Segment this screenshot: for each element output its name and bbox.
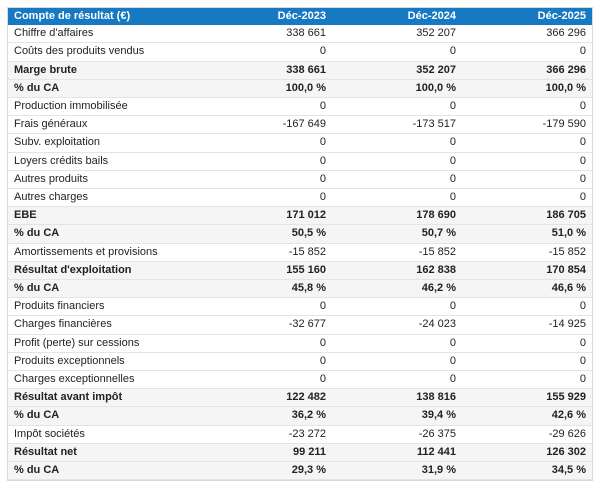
table-row: [8, 79, 592, 97]
cell-value: -173 517: [332, 116, 462, 134]
cell-value: 0: [202, 352, 332, 370]
cell-value: 0: [202, 43, 332, 61]
table-row: [8, 407, 592, 425]
table-row: [8, 61, 592, 79]
row-label: Résultat d'exploitation: [8, 261, 202, 279]
row-label: Marge brute: [8, 61, 202, 79]
table-row: [8, 116, 592, 134]
cell-value: 0: [202, 152, 332, 170]
cell-value: 0: [462, 371, 592, 389]
cell-value: 0: [202, 189, 332, 207]
row-label: % du CA: [8, 225, 202, 243]
income-statement-table: [7, 7, 593, 481]
table-row: [8, 189, 592, 207]
row-label: % du CA: [8, 407, 202, 425]
column-header-dec-2023: Déc-2023: [202, 8, 332, 25]
cell-value: 352 207: [332, 25, 462, 43]
cell-value: 126 302: [462, 443, 592, 461]
cell-value: 34,5 %: [462, 462, 592, 480]
cell-value: 0: [332, 371, 462, 389]
cell-value: 0: [462, 98, 592, 116]
cell-value: -15 852: [202, 243, 332, 261]
cell-value: 186 705: [462, 207, 592, 225]
cell-value: -15 852: [332, 243, 462, 261]
cell-value: 0: [332, 152, 462, 170]
table-row: [8, 316, 592, 334]
row-label: Frais généraux: [8, 116, 202, 134]
cell-value: 29,3 %: [202, 462, 332, 480]
cell-value: 100,0 %: [332, 79, 462, 97]
row-label: Produits exceptionnels: [8, 352, 202, 370]
row-label: Autres charges: [8, 189, 202, 207]
cell-value: 42,6 %: [462, 407, 592, 425]
cell-value: 366 296: [462, 61, 592, 79]
cell-value: 155 160: [202, 261, 332, 279]
cell-value: 51,0 %: [462, 225, 592, 243]
column-header-dec-2024: Déc-2024: [332, 8, 462, 25]
cell-value: 0: [462, 43, 592, 61]
row-label: % du CA: [8, 462, 202, 480]
cell-value: -15 852: [462, 243, 592, 261]
cell-value: 0: [462, 170, 592, 188]
cell-value: 0: [462, 134, 592, 152]
row-label: Charges financières: [8, 316, 202, 334]
cell-value: -26 375: [332, 425, 462, 443]
table-row: [8, 225, 592, 243]
cell-value: 178 690: [332, 207, 462, 225]
cell-value: 0: [332, 298, 462, 316]
row-label: Impôt sociétés: [8, 425, 202, 443]
cell-value: 338 661: [202, 25, 332, 43]
cell-value: 36,2 %: [202, 407, 332, 425]
cell-value: 0: [462, 298, 592, 316]
cell-value: 100,0 %: [202, 79, 332, 97]
cell-value: 0: [332, 352, 462, 370]
table-row: [8, 443, 592, 461]
table-row: [8, 243, 592, 261]
row-label: Résultat net: [8, 443, 202, 461]
cell-value: 46,6 %: [462, 280, 592, 298]
cell-value: 0: [332, 189, 462, 207]
cell-value: 0: [462, 152, 592, 170]
row-label: Amortissements et provisions: [8, 243, 202, 261]
cell-value: 0: [202, 371, 332, 389]
cell-value: 0: [202, 298, 332, 316]
table-row: [8, 425, 592, 443]
row-label: EBE: [8, 207, 202, 225]
table-row: [8, 352, 592, 370]
cell-value: 162 838: [332, 261, 462, 279]
cell-value: 0: [332, 134, 462, 152]
cell-value: 99 211: [202, 443, 332, 461]
cell-value: 352 207: [332, 61, 462, 79]
cell-value: 366 296: [462, 25, 592, 43]
table-row: [8, 334, 592, 352]
cell-value: 0: [462, 352, 592, 370]
row-label: Coûts des produits vendus: [8, 43, 202, 61]
cell-value: 0: [332, 170, 462, 188]
cell-value: 0: [462, 189, 592, 207]
cell-value: 0: [202, 134, 332, 152]
table-row: [8, 207, 592, 225]
table-row: [8, 462, 592, 480]
cell-value: -14 925: [462, 316, 592, 334]
cell-value: 155 929: [462, 389, 592, 407]
table-row: [8, 389, 592, 407]
cell-value: 0: [332, 98, 462, 116]
cell-value: -23 272: [202, 425, 332, 443]
row-label: Charges exceptionnelles: [8, 371, 202, 389]
cell-value: -24 023: [332, 316, 462, 334]
cell-value: 0: [202, 98, 332, 116]
row-label: Profit (perte) sur cessions: [8, 334, 202, 352]
cell-value: -32 677: [202, 316, 332, 334]
cell-value: 122 482: [202, 389, 332, 407]
row-label: % du CA: [8, 79, 202, 97]
row-label: Résultat avant impôt: [8, 389, 202, 407]
row-label: Produits financiers: [8, 298, 202, 316]
cell-value: 112 441: [332, 443, 462, 461]
cell-value: 50,5 %: [202, 225, 332, 243]
cell-value: 338 661: [202, 61, 332, 79]
row-label: Chiffre d'affaires: [8, 25, 202, 43]
table-row: [8, 134, 592, 152]
cell-value: -167 649: [202, 116, 332, 134]
cell-value: 50,7 %: [332, 225, 462, 243]
cell-value: -179 590: [462, 116, 592, 134]
table-header-row: [8, 8, 592, 25]
cell-value: -29 626: [462, 425, 592, 443]
cell-value: 171 012: [202, 207, 332, 225]
cell-value: 46,2 %: [332, 280, 462, 298]
table-row: [8, 261, 592, 279]
cell-value: 0: [332, 43, 462, 61]
cell-value: 45,8 %: [202, 280, 332, 298]
cell-value: 0: [202, 334, 332, 352]
table-row: [8, 98, 592, 116]
cell-value: 138 816: [332, 389, 462, 407]
table-row: [8, 298, 592, 316]
income-statement: [8, 8, 592, 480]
row-label: Production immobilisée: [8, 98, 202, 116]
cell-value: 0: [202, 170, 332, 188]
cell-value: 100,0 %: [462, 79, 592, 97]
cell-value: 0: [332, 334, 462, 352]
table-row: [8, 280, 592, 298]
row-label: Autres produits: [8, 170, 202, 188]
table-row: [8, 152, 592, 170]
cell-value: 170 854: [462, 261, 592, 279]
cell-value: 31,9 %: [332, 462, 462, 480]
cell-value: 0: [462, 334, 592, 352]
table-row: [8, 371, 592, 389]
table-row: [8, 43, 592, 61]
table-title: Compte de résultat (€): [8, 8, 202, 25]
table-row: [8, 25, 592, 43]
row-label: % du CA: [8, 280, 202, 298]
row-label: Subv. exploitation: [8, 134, 202, 152]
column-header-dec-2025: Déc-2025: [462, 8, 592, 25]
cell-value: 39,4 %: [332, 407, 462, 425]
table-row: [8, 170, 592, 188]
row-label: Loyers crédits bails: [8, 152, 202, 170]
